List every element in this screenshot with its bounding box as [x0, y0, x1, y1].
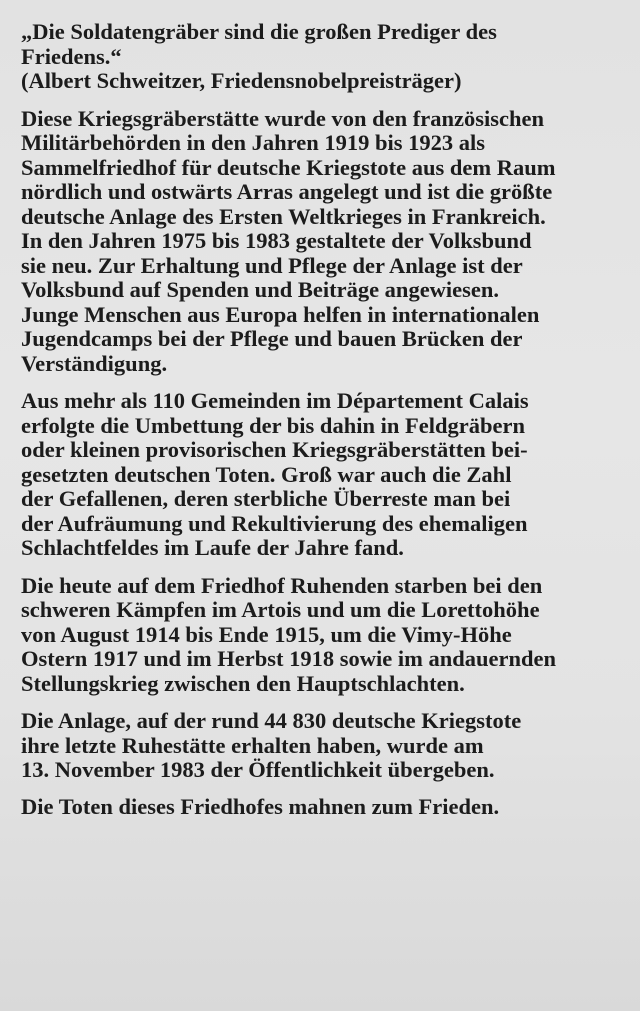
text-line: deutsche Anlage des Ersten Weltkrieges in Frankreich. — [21, 204, 546, 229]
text-line: der Aufräumung und Rekultivierung des ehemaligen — [21, 511, 528, 536]
paragraph-history — [21, 107, 628, 377]
text-line: sie neu. Zur Erhaltung und Pflege der Anlage ist der — [21, 253, 523, 278]
text-line: ihre letzte Ruhestätte erhalten haben, wurde am — [21, 733, 484, 758]
text-line: erfolgte die Umbettung der bis dahin in Feldgräbern — [21, 413, 525, 438]
quote-line: Friedens.“ — [21, 44, 122, 69]
text-line: der Gefallenen, deren sterbliche Überreste man bei — [21, 487, 511, 511]
text-line: Volksbund auf Spenden und Beiträge angewiesen. — [21, 278, 500, 302]
text-line: Sammelfriedhof für deutsche Kriegstote aus dem Raum — [21, 155, 556, 180]
paragraph-closing — [21, 795, 628, 820]
text-line: Militärbehörden in den Jahren 1919 bis 1923 als — [21, 131, 486, 155]
paragraph-inauguration — [21, 709, 628, 783]
closing-line: Die Toten dieses Friedhofes mahnen zum Frieden. — [21, 794, 500, 819]
text-line: In den Jahren 1975 bis 1983 gestaltete der Volksbund — [21, 229, 532, 253]
text-line: Verständigung. — [21, 351, 168, 376]
text-line: schweren Kämpfen im Artois und um die Lorettohöhe — [21, 598, 540, 622]
text-line: Ostern 1917 und im Herbst 1918 sowie im andauernden — [21, 647, 557, 671]
schweitzer-quote — [21, 20, 628, 94]
text-line: oder kleinen provisorischen Kriegsgräberstätten bei- — [21, 438, 528, 462]
text-line: Die Anlage, auf der rund 44 830 deutsche Kriegstote — [21, 709, 522, 733]
text-line: Jugendcamps bei der Pflege und bauen Brücken der — [21, 327, 523, 351]
text-line: nördlich und ostwärts Arras angelegt und ist die größte — [21, 180, 553, 204]
quote-attribution: (Albert Schweitzer, Friedensnobelpreisträger) — [21, 69, 462, 93]
text-line: 13. November 1983 der Öffentlichkeit übergeben. — [21, 758, 495, 782]
paragraph-battles — [21, 574, 628, 697]
paragraph-reburial — [21, 389, 628, 561]
quote-line: „Die Soldatengräber sind die großen Prediger des — [21, 20, 497, 44]
text-line: Aus mehr als 110 Gemeinden im Département Calais — [21, 389, 529, 413]
text-line: gesetzten deutschen Toten. Groß war auch die Zahl — [21, 462, 512, 487]
text-line: Diese Kriegsgräberstätte wurde von den französischen — [21, 106, 545, 131]
text-line: von August 1914 bis Ende 1915, um die Vimy-Höhe — [21, 622, 512, 647]
text-line: Die heute auf dem Friedhof Ruhenden starben bei den — [21, 573, 543, 598]
text-line: Stellungskrieg zwischen den Hauptschlachten. — [21, 671, 465, 696]
text-line: Junge Menschen aus Europa helfen in internationalen — [21, 302, 540, 327]
text-line: Schlachtfeldes im Laufe der Jahre fand. — [21, 536, 404, 560]
